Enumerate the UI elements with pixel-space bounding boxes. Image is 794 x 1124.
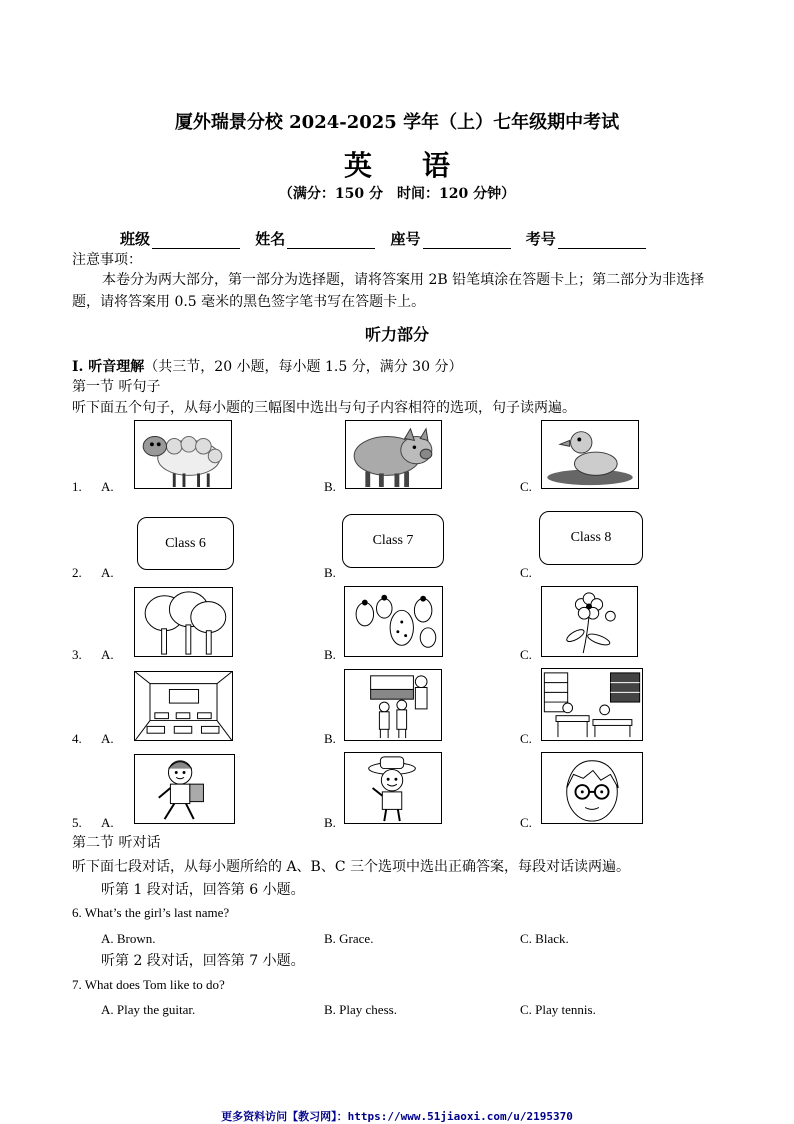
q2-option-b[interactable]: B. [324,565,336,580]
canteen-picture [344,669,442,741]
q6-option-c[interactable]: C. Black. [520,931,569,946]
duck-icon [542,421,638,488]
pig-picture [345,420,442,489]
q2-option-c[interactable]: C. [520,565,532,580]
q6-option-b[interactable]: B. Grace. [324,931,374,946]
library-icon [542,669,642,740]
boy-with-hat-icon [345,753,441,823]
q7-option-a[interactable]: A. Play the guitar. [101,1002,196,1017]
q4-option-a[interactable]: A. [101,731,114,746]
boy-with-glasses-icon [542,753,642,823]
q2-option-a[interactable]: A. [101,565,114,580]
sub2-instructions: 听下面七段对话，从每小题所给的 A、B、C 三个选项中选出正确答案，每段对话读两遍。 [72,859,631,875]
q4-option-c[interactable]: C. [520,731,532,746]
footer-link[interactable]: 更多资料访问【教习网】：https://www.51jiaoxi.com/u/2195370 [221,1110,573,1123]
class-7-box: Class 7 [342,514,444,568]
notice-text: 本卷分为两大部分，第一部分为选择题，请将答案用 2B 铅笔填涂在答题卡上；第二部分为非选择题，请将答案用 0.5 毫米的黑色签字笔书写在答题卡上。 [72,272,705,310]
notice-heading: 注意事项： [72,252,142,268]
boy-hat-picture [344,752,442,824]
sheep-icon [135,421,231,488]
q3-option-b[interactable]: B. [324,647,336,662]
info-class[interactable]: 班级 [120,228,240,249]
q1-option-b[interactable]: B. [324,479,336,494]
dialog1-instruction: 听第 1 段对话，回答第 6 小题。 [101,882,305,898]
q5-option-a[interactable]: A. [101,815,114,830]
info-exam-no[interactable]: 考号 [526,228,646,249]
part1-heading: I. 听音理解（共三节，20 小题，每小题 1.5 分，满分 30 分） [72,359,463,375]
question-7: 7. What does Tom like to do? [72,977,225,992]
sub1-instructions: 听下面五个句子，从每小题的三幅图中选出与句子内容相符的选项，句子读两遍。 [72,400,576,416]
cactus-picture [344,586,443,657]
q1-option-c[interactable]: C. [520,479,532,494]
q7-option-c[interactable]: C. Play tennis. [520,1002,596,1017]
class-6-box: Class 6 [137,517,234,570]
sub1-title: 第一节 听句子 [72,379,161,395]
flower-icon [542,587,637,656]
info-seat[interactable]: 座号 [391,228,511,249]
duck-picture [541,420,639,489]
score-time: （满分：150 分 时间：120 分钟） [278,186,516,202]
q4-number: 4. [72,731,82,746]
q5-option-c[interactable]: C. [520,815,532,830]
section-title: 听力部分 [364,325,429,344]
q3-number: 3. [72,647,82,662]
classroom-icon [135,672,232,740]
boy-glasses-picture [541,752,643,824]
q1-option-a[interactable]: A. [101,479,114,494]
trees-picture [134,587,233,657]
pig-icon [346,421,441,488]
student-info-row [120,228,656,249]
boy-backpack-picture [134,754,235,824]
canteen-icon [345,670,441,740]
q6-option-a[interactable]: A. Brown. [101,931,156,946]
classroom-picture [134,671,233,741]
q1-number: 1. [72,479,82,494]
sub2-title: 第二节 听对话 [72,835,161,851]
trees-icon [135,588,232,656]
q4-option-b[interactable]: B. [324,731,336,746]
question-6: 6. What’s the girl’s last name? [72,905,230,920]
class-8-box: Class 8 [539,511,643,565]
q3-option-a[interactable]: A. [101,647,114,662]
cactus-icon [345,587,442,656]
flower-picture [541,586,638,657]
q2-number: 2. [72,565,82,580]
subject-title: 英语 [343,149,500,182]
boy-with-backpack-icon [135,755,234,823]
library-picture [541,668,643,741]
q5-option-b[interactable]: B. [324,815,336,830]
dialog2-instruction: 听第 2 段对话，回答第 7 小题。 [101,953,305,969]
q3-option-c[interactable]: C. [520,647,532,662]
sheep-picture [134,420,232,489]
info-name[interactable]: 姓名 [255,228,375,249]
exam-title: 厦外瑞景分校 2024-2025 学年（上）七年级期中考试 [174,112,620,133]
q5-number: 5. [72,815,82,830]
q7-option-b[interactable]: B. Play chess. [324,1002,397,1017]
